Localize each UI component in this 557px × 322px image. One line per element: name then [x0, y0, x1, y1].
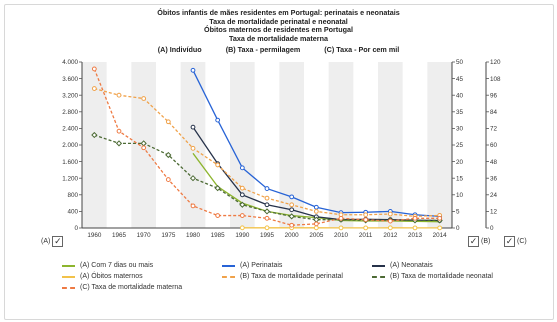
- legend-swatch: [372, 276, 385, 278]
- series-point: [166, 120, 170, 124]
- series-point: [364, 218, 368, 222]
- x-tick-label: 2013: [407, 232, 423, 239]
- legend-swatch: [222, 276, 235, 278]
- series-point: [314, 222, 318, 226]
- x-tick-label: 1960: [87, 232, 102, 239]
- series-point: [216, 163, 220, 167]
- series-point: [265, 216, 269, 220]
- legend-item[interactable]: [222, 273, 343, 280]
- series-point: [166, 178, 170, 182]
- axis-b-tick-label: 40: [456, 92, 464, 100]
- legend-item[interactable]: [62, 273, 143, 280]
- axis-a-toggle[interactable]: [41, 236, 63, 247]
- legend-swatch: [62, 276, 75, 278]
- axis-b-tick-label: 50: [456, 59, 464, 67]
- series-point: [117, 129, 121, 133]
- series-point: [191, 204, 195, 208]
- axis-c-tick-label: 72: [490, 125, 498, 133]
- axis-a-tick-label: 1.200: [62, 175, 78, 183]
- axis-b-tick-label: 15: [456, 175, 464, 183]
- series-point: [240, 226, 244, 230]
- axis-c-toggle[interactable]: [504, 236, 527, 247]
- plot-stripe: [427, 62, 452, 228]
- axis-c-tick-label: 24: [490, 192, 498, 199]
- axis-b-tick-label: 5: [456, 208, 460, 216]
- plot-stripe: [329, 62, 354, 228]
- chart-title-1: Óbitos infantis de mães residentes em Portugal: perinatais e neonatais: [157, 8, 400, 17]
- axis-c-tick-label: 36: [490, 175, 498, 183]
- axis-b-tick-label: 0: [456, 225, 460, 233]
- series-point: [339, 226, 343, 230]
- x-tick-label: 1980: [185, 232, 201, 239]
- axis-a-tick-label: 0: [74, 225, 78, 233]
- axis-a-tick-label: 3.600: [62, 75, 78, 83]
- axis-c-tick-label: 48: [490, 158, 498, 166]
- series-point: [290, 208, 294, 212]
- series-point: [413, 226, 417, 230]
- legend-label: (B) Taxa de mortalidade neonatal: [390, 273, 493, 280]
- x-tick-label: 2012: [383, 232, 398, 239]
- x-tick-label: 1985: [210, 232, 225, 239]
- series-point: [339, 216, 343, 220]
- series-point: [388, 212, 392, 216]
- x-tick-label: 1975: [161, 232, 176, 239]
- axis-a-flag-label: (A): [41, 238, 51, 245]
- series-point: [290, 223, 294, 227]
- legend-item[interactable]: [62, 284, 182, 291]
- axis-a-tick-label: 3.200: [62, 92, 78, 100]
- legend-label: (C) Taxa de mortalidade materna: [80, 284, 183, 291]
- series-point: [216, 214, 220, 218]
- axis-c-tick-label: 60: [490, 142, 498, 150]
- axis-c-tick-label: 0: [490, 225, 494, 233]
- axis-c-tick-label: 108: [490, 75, 501, 83]
- axis-b-flag-label: (B): [481, 238, 491, 245]
- legend-label: (B) Taxa de mortalidade perinatal: [240, 273, 343, 280]
- series-point: [364, 213, 368, 217]
- legend-item[interactable]: [372, 273, 493, 280]
- axis-b-tick-label: 30: [456, 125, 464, 133]
- legend-item[interactable]: [62, 262, 153, 269]
- series-point: [92, 67, 96, 71]
- series-point: [314, 210, 318, 214]
- series-point: [265, 226, 269, 230]
- axis-b-tick-label: 35: [456, 109, 464, 116]
- series-point: [314, 226, 318, 230]
- series-point: [413, 216, 417, 220]
- axis-c-tick-label: 120: [490, 59, 501, 67]
- axis-c-description: (C) Taxa - Por cem mil: [324, 45, 400, 54]
- series-point: [438, 216, 442, 220]
- series-point: [117, 93, 121, 97]
- legend-swatch: [222, 265, 235, 267]
- axis-b-tick-label: 45: [456, 75, 464, 83]
- series-point: [388, 219, 392, 223]
- series-point: [142, 97, 146, 101]
- legend-label: (A) Óbitos maternos: [80, 273, 143, 280]
- series-point: [191, 146, 195, 150]
- series-point: [438, 226, 442, 230]
- axis-a-description: (A) Indivíduo: [157, 45, 202, 54]
- legend-label: (A) Com 7 dias ou mais: [80, 262, 154, 269]
- legend-item[interactable]: [222, 262, 282, 269]
- series-point: [364, 226, 368, 230]
- x-tick-label: 2005: [309, 232, 324, 239]
- axis-a-tick-label: 4.000: [62, 59, 78, 67]
- series-point: [265, 203, 269, 207]
- x-tick-label: 2011: [358, 232, 373, 239]
- x-tick-label: 1970: [136, 232, 151, 239]
- axis-c-tick-label: 12: [490, 208, 498, 216]
- axis-b-description: (B) Taxa - permilagem: [225, 45, 301, 54]
- legend-item[interactable]: [372, 262, 433, 269]
- series-point: [191, 125, 195, 129]
- axis-c-checkbox[interactable]: ✓: [505, 236, 514, 246]
- axis-a-tick-label: 2.000: [62, 142, 78, 150]
- axis-c-flag-label: (C): [517, 238, 527, 245]
- x-tick-label: 1965: [111, 232, 127, 239]
- series-point: [388, 226, 392, 230]
- series-point: [92, 87, 96, 91]
- axis-a-checkbox[interactable]: ✓: [54, 236, 62, 246]
- series-point: [265, 187, 269, 191]
- axis-a-tick-label: 800: [67, 192, 78, 199]
- x-tick-label: 2014: [432, 232, 447, 239]
- axis-c-tick-label: 84: [490, 109, 498, 116]
- axis-b-tick-label: 10: [456, 192, 464, 199]
- axis-a-tick-label: 1.600: [62, 158, 78, 166]
- axis-b-tick-label: 25: [456, 142, 464, 150]
- series-point: [142, 146, 146, 150]
- axis-a-tick-label: 2.800: [62, 109, 78, 116]
- legend-swatch: [372, 265, 385, 267]
- plot-stripe: [378, 62, 403, 228]
- chart-title-2: Taxa de mortalidade perinatal e neonatal: [209, 16, 348, 26]
- axis-a-tick-label: 2.400: [62, 125, 78, 133]
- series-point: [240, 214, 244, 218]
- axis-a-tick-label: 400: [67, 208, 78, 216]
- axis-c-tick-label: 96: [490, 92, 498, 100]
- chart-title-3: Óbitos maternos de residentes em Portugal: [204, 25, 353, 35]
- series-point: [290, 203, 294, 207]
- legend-label: (A) Neonatais: [390, 262, 433, 269]
- series-point: [265, 209, 270, 214]
- series-point: [240, 186, 244, 190]
- series-point: [265, 196, 269, 200]
- x-tick-label: 1990: [235, 232, 250, 239]
- series-point: [240, 193, 244, 197]
- series-point: [290, 195, 294, 199]
- series-point: [117, 141, 122, 146]
- series-point: [240, 166, 244, 170]
- chart-title-4: Taxa de mortalidade materna: [229, 33, 328, 43]
- x-tick-label: 1995: [259, 232, 275, 239]
- series-point: [191, 68, 195, 72]
- x-tick-label: 2000: [284, 232, 299, 239]
- series-point: [216, 118, 220, 122]
- series-point: [314, 205, 318, 209]
- legend-swatch: [62, 287, 75, 289]
- x-tick-label: 2010: [333, 232, 349, 239]
- legend-label: (A) Perinatais: [240, 262, 283, 269]
- axis-b-toggle[interactable]: [468, 236, 490, 247]
- legend-swatch: [62, 265, 75, 267]
- axis-b-checkbox[interactable]: ✓: [469, 236, 478, 246]
- axis-b-tick-label: 20: [456, 158, 464, 166]
